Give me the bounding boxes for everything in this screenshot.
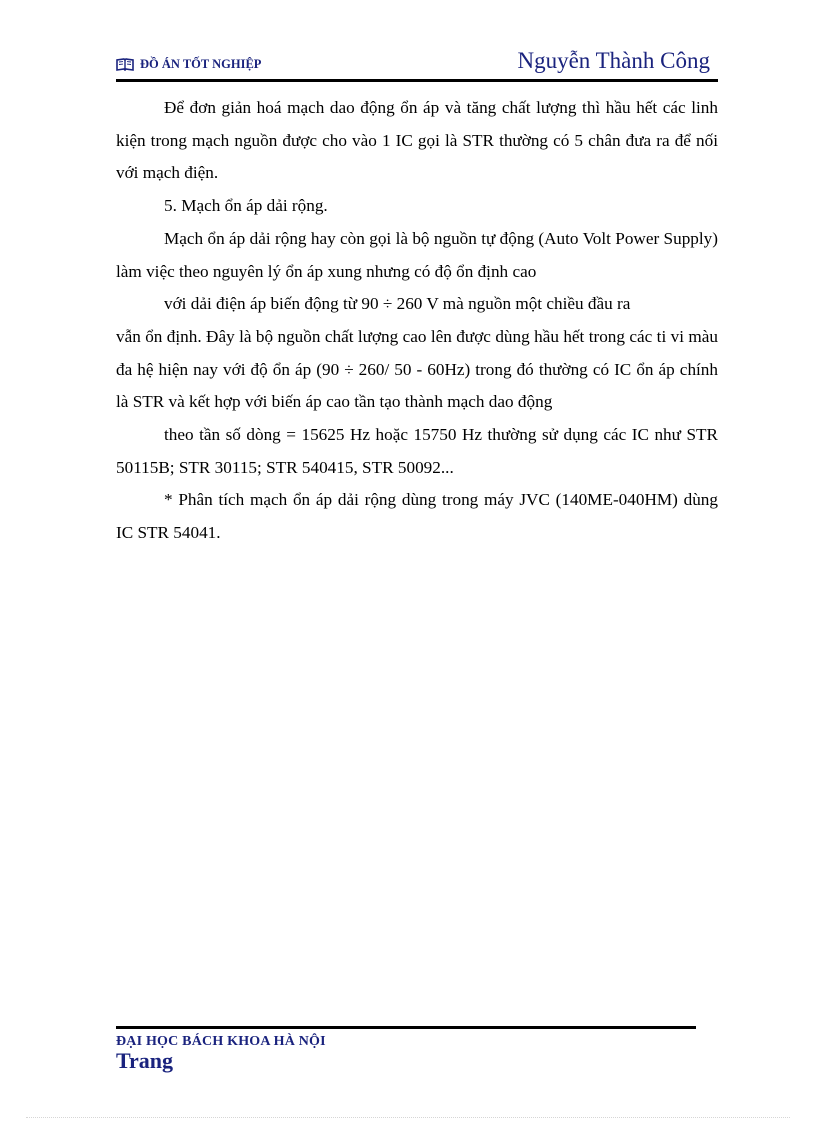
header-left <box>116 57 261 72</box>
paragraph-voltage-range-line: với dải điện áp biến động từ 90 ÷ 260 V mà nguồn một chiều đầu ra <box>164 294 631 314</box>
paragraph-auto-volt: Mạch ổn áp dải rộng hay còn gọi là bộ nguồn tự động (Auto Volt Power Supply) làm việc theo nguyên lý ổn áp xung nhưng có độ ổn định cao <box>116 228 718 281</box>
paragraph-str-ic: Để đơn giản hoá mạch dao động ổn áp và tăng chất lượng thì hầu hết các linh kiện trong mạch nguồn được cho vào 1 IC gọi là STR thường có 5 chân đưa ra để nối với mạch điện. <box>116 98 718 183</box>
page-header <box>116 46 718 82</box>
header-author: Nguyễn Thành Công <box>517 48 710 73</box>
paragraph-jvc-analysis: * Phân tích mạch ổn áp dải rộng dùng trong máy JVC (140ME-040HM) dùng IC STR 54041. <box>116 490 718 543</box>
page-footer <box>116 1026 696 1074</box>
footer-university: ĐẠI HỌC BÁCH KHOA HÀ NỘI <box>116 1034 326 1049</box>
header-title: ĐỒ ÁN TỐT NGHIỆP <box>140 57 262 71</box>
header-divider <box>116 79 718 82</box>
paragraph-frequency: theo tần số dòng = 15625 Hz hoặc 15750 Hz thường sử dụng các IC như STR 50115B; STR 30115; STR 540415, STR 50092... <box>116 425 718 477</box>
document-body <box>116 92 718 550</box>
footer-divider <box>116 1026 696 1029</box>
book-icon <box>116 58 134 71</box>
paragraph-voltage-range: vẫn ổn định. Đây là bộ nguồn chất lượng cao lên được dùng hầu hết trong các ti vi màu đa hệ hiện nay với độ ổn áp (90 ÷ 260/ 50 - 60Hz) trong đó thường có IC ổn áp chính là STR và kết hợp với biến áp cao tần tạo thành mạch dao động <box>116 326 718 412</box>
footer-page-label: Trang <box>116 1048 174 1073</box>
page-bottom-border <box>26 1117 790 1118</box>
section-heading: 5. Mạch ổn áp dải rộng. <box>164 196 328 216</box>
